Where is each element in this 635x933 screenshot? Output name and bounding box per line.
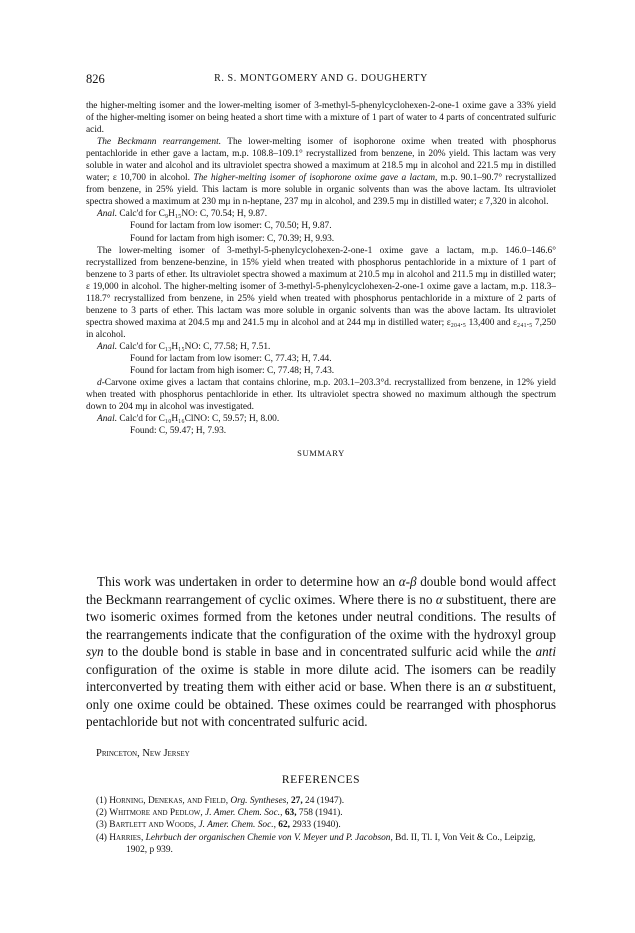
analysis-found: Found for lactam from low isomer: C, 77.43; H, 7.44.	[130, 353, 332, 364]
paragraph: The Beckmann rearrangement. The lower-melting isomer of isophorone oxime when treated with phosphorus pentachloride in ether gave a lactam, m.p. 108.8–109.1° recrystallized from benzene, in 20% yield. This lactam was very soluble in water and alcohol and its ultraviolet spectra showed a maximum at 218.5 mμ in alcohol and 221.5 mμ in distilled water; ε 10,700 in alcohol. The higher-melting isomer of isophorone oxime gave a lactam, m.p. 90.1–90.7° recrystallized from benzene, in 25% yield. This lactam is more soluble in organic solvents than was the above lactam. Its ultraviolet spectra showed a maximum at 230 mμ in n-heptane, 237 mμ in alcohol, and 239.5 mμ in distilled water; ε 7,320 in alcohol.	[86, 137, 557, 208]
analysis-found: Found: C, 59.47; H, 7.93.	[130, 426, 227, 437]
analysis-line: Anal. Calc'd for C₁₃H₁₅NO: C, 77.58; H, 7.51.	[97, 341, 271, 352]
reference-item: (2) Whitmore and Pedlow, J. Amer. Chem. Soc., 63, 758 (1941).	[96, 808, 343, 819]
analysis-line: Anal. Calc'd for C₁₀H₁₆ClNO: C, 59.57; H, 8.00.	[97, 414, 280, 425]
analysis-found: Found for lactam from high isomer: C, 77.48; H, 7.43.	[130, 366, 335, 377]
author-location: Princeton, New Jersey	[96, 748, 190, 759]
experimental-section	[86, 100, 556, 465]
analysis-line: Anal. Calc'd for C₉H₁₅NO: C, 70.54; H, 9.87.	[97, 209, 268, 220]
reference-item: (4) Harries, Lehrbuch der organischen Chemie von V. Meyer und P. Jacobson, Bd. II, Tl. I, Von Veit & Co., Leipzig, 1902, p 939.	[96, 832, 536, 855]
running-head: R. S. MONTGOMERY AND G. DOUGHERTY	[214, 73, 428, 84]
references-list	[86, 795, 556, 856]
page-header	[86, 72, 556, 86]
analysis-found: Found for lactam from high isomer: C, 70.39; H, 9.93.	[130, 233, 335, 244]
paragraph: the higher-melting isomer and the lower-melting isomer of 3-methyl-5-phenylcyclohexen-2-one-1 oxime gave a 33% yield of the higher-melting isomer on being heated a short time with a mixture of 1 part of water to 4 parts of concentrated sulfuric acid.	[86, 101, 556, 136]
paragraph: The lower-melting isomer of 3-methyl-5-phenylcyclohexen-2-one-1 oxime gave a lactam, m.p. 146.0–146.6° recrystallized from benzene-benzine, in 15% yield when treated with phosphorus pentachloride in a mixture of 1 part of benzene to 3 parts of ether. Its ultraviolet spectra showed a maximum at 210.5 mμ in alcohol and 211.5 mμ in distilled water; ε 19,000 in alcohol. The higher-melting isomer of 3-methyl-5-phenylcyclohexen-2-one-1 oxime gave a lactam, m.p. 118.3–118.7° recrystallized from benzene, in 25% yield when treated with phosphorus pentachloride in a mixture of 2 parts of benzene to 3 parts of ether. This lactam was more soluble in organic solvents than was the above lactam. Its ultraviolet spectra showed maxima at 204.5 mμ and 241.5 mμ in alcohol and at 244 mμ in distilled water; ε₂₀₄.₅ 13,400 and ε₂₄₁.₅ 7,250 in alcohol.	[86, 245, 556, 340]
subheading: The Beckmann rearrangement.	[97, 137, 222, 148]
summary-heading: SUMMARY	[297, 448, 345, 459]
reference-item: (3) Bartlett and Woods, J. Amer. Chem. Soc., 62, 2933 (1940).	[96, 820, 341, 831]
paragraph: d-Carvone oxime gives a lactam that contains chlorine, m.p. 203.1–203.3°d. recrystallized from benzene, in 12% yield when treated with phosphorus pentachloride in ether. Its ultraviolet spectra showed no maximum although the spectrum down to 204 mμ in alcohol was investigated.	[86, 378, 556, 413]
references-heading: REFERENCES	[281, 774, 361, 786]
reference-item: (1) Horning, Denekas, and Field, Org. Syntheses, 27, 24 (1947).	[96, 796, 345, 806]
page-number: 826	[86, 72, 105, 86]
summary-text: This work was undertaken in order to determine how an α-β double bond would affect the Beckmann rearrangement of cyclic oximes. Where there is no α substituent, there are two isomeric oximes formed from the ketones under neutral conditions. The results of the rearrangements indicate that the configuration of the oxime with the hydroxyl group syn to the double bond is stable in base and in concentrated sulfuric acid while the anti configuration of the oxime is stable in more dilute acid. The isomers can be readily interconverted by treating them with either acid or base. When there is an α substituent, only one oxime could be obtained. These oximes could be rearranged with phosphorus pentachloride but not with concentrated sulfuric acid.	[86, 574, 557, 729]
analysis-found: Found for lactam from low isomer: C, 70.50; H, 9.87.	[130, 221, 332, 232]
